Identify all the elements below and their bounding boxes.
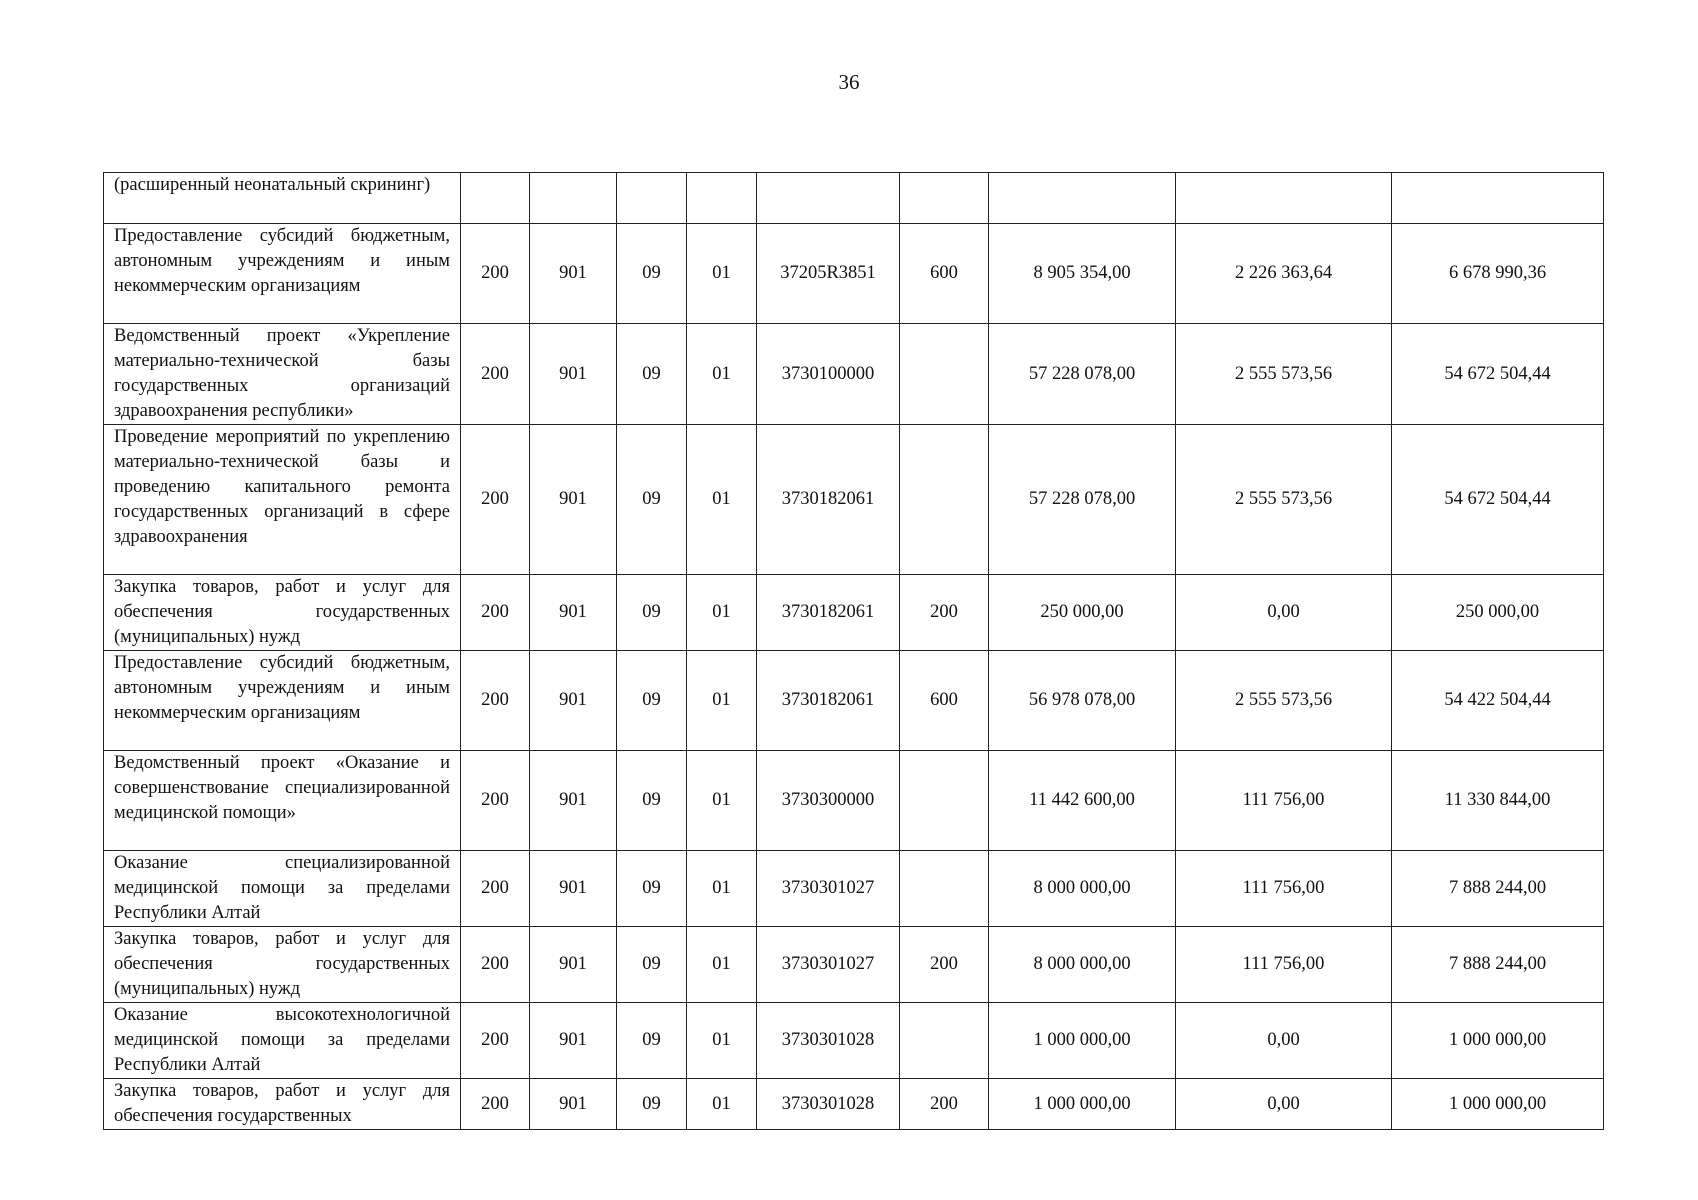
col-vr-cell: 200 <box>900 1079 989 1130</box>
col-plan-cell <box>989 173 1176 224</box>
col-csr-cell: 3730182061 <box>757 575 900 651</box>
col-gr-cell: 200 <box>461 575 530 651</box>
col-ved-cell: 901 <box>530 224 617 324</box>
col-vr-cell <box>900 1003 989 1079</box>
col-plan-cell: 8 000 000,00 <box>989 927 1176 1003</box>
col-rz-cell: 09 <box>617 1079 687 1130</box>
col-ved-cell: 901 <box>530 1079 617 1130</box>
col-rz-cell <box>617 173 687 224</box>
col-csr-cell: 3730301027 <box>757 851 900 927</box>
col-plan-cell: 57 228 078,00 <box>989 425 1176 575</box>
col-pr-cell: 01 <box>687 425 757 575</box>
col-csr-cell: 3730301028 <box>757 1003 900 1079</box>
row-name-cell: Проведение мероприятий по укреплению материально-технической базы и проведению капитального ремонта государственных организаций в сфере здравоохранения <box>104 425 461 575</box>
col-vr-cell: 600 <box>900 224 989 324</box>
col-ved-cell: 901 <box>530 927 617 1003</box>
col-pr-cell: 01 <box>687 224 757 324</box>
col-rz-cell: 09 <box>617 651 687 751</box>
col-gr-cell: 200 <box>461 1079 530 1130</box>
row-name-cell: Ведомственный проект «Оказание и совершенствование специализированной медицинской помощи» <box>104 751 461 851</box>
col-rz-cell: 09 <box>617 224 687 324</box>
col-rest-cell: 250 000,00 <box>1392 575 1604 651</box>
col-rest-cell: 1 000 000,00 <box>1392 1079 1604 1130</box>
col-exec-cell: 2 226 363,64 <box>1176 224 1392 324</box>
col-rest-cell: 7 888 244,00 <box>1392 927 1604 1003</box>
col-gr-cell: 200 <box>461 324 530 425</box>
col-ved-cell: 901 <box>530 324 617 425</box>
col-plan-cell: 1 000 000,00 <box>989 1079 1176 1130</box>
col-gr-cell: 200 <box>461 425 530 575</box>
col-exec-cell: 111 756,00 <box>1176 851 1392 927</box>
col-csr-cell: 3730182061 <box>757 651 900 751</box>
table-row <box>104 851 1604 927</box>
col-csr-cell: 37205R3851 <box>757 224 900 324</box>
row-name-cell: Закупка товаров, работ и услуг для обеспечения государственных (муниципальных) нужд <box>104 575 461 651</box>
col-csr-cell: 3730300000 <box>757 751 900 851</box>
col-rest-cell: 1 000 000,00 <box>1392 1003 1604 1079</box>
col-vr-cell <box>900 751 989 851</box>
col-csr-cell <box>757 173 900 224</box>
col-rest-cell: 11 330 844,00 <box>1392 751 1604 851</box>
col-ved-cell: 901 <box>530 751 617 851</box>
col-plan-cell: 11 442 600,00 <box>989 751 1176 851</box>
col-vr-cell: 600 <box>900 651 989 751</box>
col-pr-cell: 01 <box>687 575 757 651</box>
col-exec-cell: 2 555 573,56 <box>1176 425 1392 575</box>
col-plan-cell: 8 000 000,00 <box>989 851 1176 927</box>
col-gr-cell: 200 <box>461 651 530 751</box>
col-exec-cell <box>1176 173 1392 224</box>
table-row <box>104 425 1604 575</box>
col-plan-cell: 57 228 078,00 <box>989 324 1176 425</box>
col-rest-cell: 54 672 504,44 <box>1392 324 1604 425</box>
col-vr-cell <box>900 851 989 927</box>
table-row <box>104 651 1604 751</box>
table-row <box>104 751 1604 851</box>
col-vr-cell <box>900 425 989 575</box>
col-pr-cell: 01 <box>687 851 757 927</box>
row-name-cell: Закупка товаров, работ и услуг для обеспечения государственных (муниципальных) нужд <box>104 927 461 1003</box>
col-ved-cell: 901 <box>530 851 617 927</box>
row-name-cell: Оказание специализированной медицинской помощи за пределами Республики Алтай <box>104 851 461 927</box>
table-row <box>104 173 1604 224</box>
col-ved-cell <box>530 173 617 224</box>
col-pr-cell: 01 <box>687 751 757 851</box>
col-pr-cell: 01 <box>687 324 757 425</box>
col-csr-cell: 3730301027 <box>757 927 900 1003</box>
col-vr-cell: 200 <box>900 927 989 1003</box>
table-row <box>104 224 1604 324</box>
row-name-cell: Оказание высокотехнологичной медицинской помощи за пределами Республики Алтай <box>104 1003 461 1079</box>
col-ved-cell: 901 <box>530 651 617 751</box>
col-gr-cell: 200 <box>461 1003 530 1079</box>
col-rest-cell: 6 678 990,36 <box>1392 224 1604 324</box>
page-number: 36 <box>838 70 860 94</box>
col-rz-cell: 09 <box>617 324 687 425</box>
col-gr-cell: 200 <box>461 751 530 851</box>
col-gr-cell: 200 <box>461 224 530 324</box>
col-rz-cell: 09 <box>617 1003 687 1079</box>
col-exec-cell: 0,00 <box>1176 1079 1392 1130</box>
col-rest-cell <box>1392 173 1604 224</box>
table-row <box>104 1003 1604 1079</box>
col-pr-cell: 01 <box>687 1079 757 1130</box>
table-row <box>104 324 1604 425</box>
row-name-cell: Закупка товаров, работ и услуг для обеспечения государственных <box>104 1079 461 1130</box>
col-gr-cell: 200 <box>461 927 530 1003</box>
col-exec-cell: 111 756,00 <box>1176 751 1392 851</box>
col-ved-cell: 901 <box>530 1003 617 1079</box>
col-exec-cell: 0,00 <box>1176 575 1392 651</box>
col-rest-cell: 54 672 504,44 <box>1392 425 1604 575</box>
col-rz-cell: 09 <box>617 751 687 851</box>
col-csr-cell: 3730182061 <box>757 425 900 575</box>
col-exec-cell: 2 555 573,56 <box>1176 651 1392 751</box>
col-vr-cell <box>900 324 989 425</box>
col-vr-cell <box>900 173 989 224</box>
col-rz-cell: 09 <box>617 851 687 927</box>
col-pr-cell: 01 <box>687 1003 757 1079</box>
col-ved-cell: 901 <box>530 425 617 575</box>
row-name-cell: Ведомственный проект «Укрепление материально-технической базы государственных организаций здравоохранения республики» <box>104 324 461 425</box>
col-rz-cell: 09 <box>617 927 687 1003</box>
col-exec-cell: 2 555 573,56 <box>1176 324 1392 425</box>
col-pr-cell: 01 <box>687 651 757 751</box>
col-plan-cell: 250 000,00 <box>989 575 1176 651</box>
col-vr-cell: 200 <box>900 575 989 651</box>
row-name-cell: (расширенный неонатальный скрининг) <box>104 173 461 224</box>
row-name-cell: Предоставление субсидий бюджетным, автономным учреждениям и иным некоммерческим организациям <box>104 224 461 324</box>
row-name-cell: Предоставление субсидий бюджетным, автономным учреждениям и иным некоммерческим организациям <box>104 651 461 751</box>
col-exec-cell: 111 756,00 <box>1176 927 1392 1003</box>
col-ved-cell: 901 <box>530 575 617 651</box>
col-csr-cell: 3730100000 <box>757 324 900 425</box>
col-plan-cell: 56 978 078,00 <box>989 651 1176 751</box>
col-gr-cell: 200 <box>461 851 530 927</box>
table-row <box>104 927 1604 1003</box>
col-rest-cell: 54 422 504,44 <box>1392 651 1604 751</box>
col-csr-cell: 3730301028 <box>757 1079 900 1130</box>
col-rz-cell: 09 <box>617 425 687 575</box>
col-rz-cell: 09 <box>617 575 687 651</box>
col-pr-cell <box>687 173 757 224</box>
col-pr-cell: 01 <box>687 927 757 1003</box>
col-gr-cell <box>461 173 530 224</box>
col-plan-cell: 1 000 000,00 <box>989 1003 1176 1079</box>
col-exec-cell: 0,00 <box>1176 1003 1392 1079</box>
table-row <box>104 575 1604 651</box>
budget-table <box>103 172 1604 1130</box>
table-row <box>104 1079 1604 1130</box>
col-rest-cell: 7 888 244,00 <box>1392 851 1604 927</box>
col-plan-cell: 8 905 354,00 <box>989 224 1176 324</box>
